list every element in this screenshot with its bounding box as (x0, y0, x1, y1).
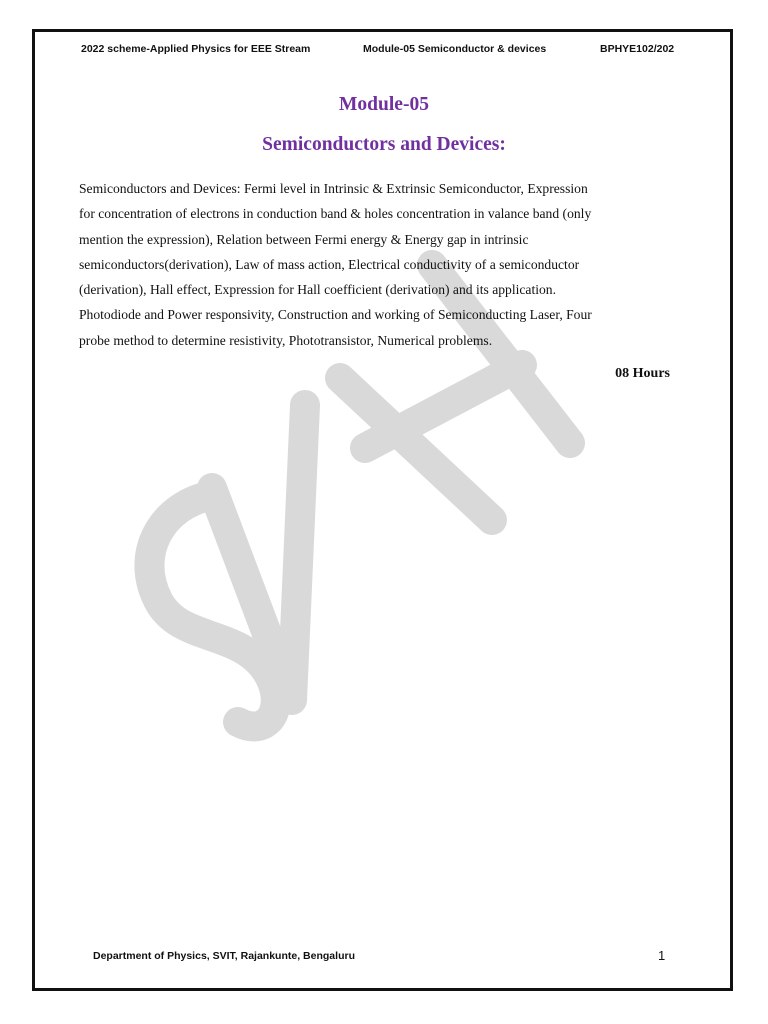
syllabus-line: semiconductors(derivation), Law of mass action, Electrical conductivity of a semiconductor (79, 256, 580, 272)
module-subtitle: Semiconductors and Devices: (262, 134, 506, 155)
page-border (32, 29, 733, 991)
header-course-code: BPHYE102/202 (600, 43, 675, 55)
syllabus-line: probe method to determine resistivity, Phototransistor, Numerical problems. (79, 332, 493, 348)
footer-department: Department of Physics, SVIT, Rajankunte, Bengaluru (93, 950, 355, 962)
syllabus-line: Semiconductors and Devices: Fermi level in Intrinsic & Extrinsic Semiconductor, Expression (79, 181, 588, 196)
syllabus-paragraph (79, 176, 691, 353)
header-module: Module-05 Semiconductor & devices (363, 43, 547, 55)
syllabus-line: Photodiode and Power responsivity, Construction and working of Semiconducting Laser, Four (79, 307, 592, 323)
header-course: 2022 scheme-Applied Physics for EEE Stream (81, 43, 311, 55)
syllabus-line: for concentration of electrons in conduction band & holes concentration in valance band (only (79, 206, 592, 222)
syllabus-line: (derivation), Hall effect, Expression for Hall coefficient (derivation) and its application. (79, 282, 556, 298)
syllabus-line: mention the expression), Relation between Fermi energy & Energy gap in intrinsic (79, 231, 529, 247)
module-title: Module-05 (339, 94, 429, 115)
hours-label: 08 Hours (615, 366, 670, 381)
page-number: 1 (658, 948, 666, 963)
